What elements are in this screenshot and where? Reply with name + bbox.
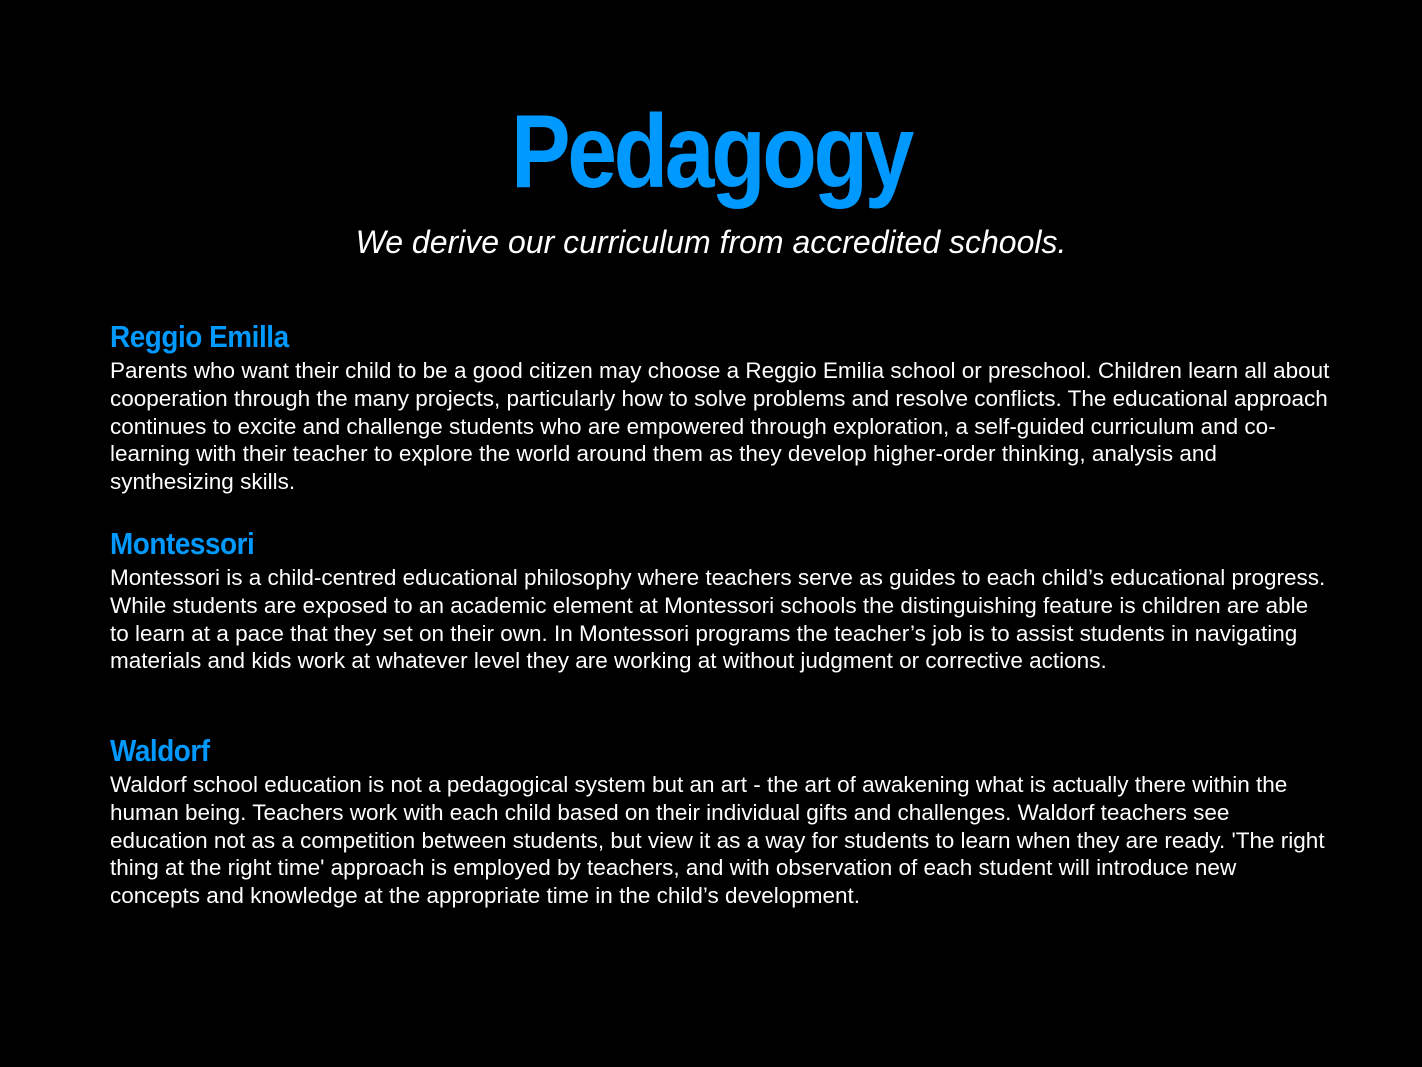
section-heading: Montessori xyxy=(110,526,255,561)
page-title: Pedagogy xyxy=(511,94,911,210)
section-heading: Waldorf xyxy=(110,733,210,768)
section-body: Waldorf school education is not a pedagogical system but an art - the art of awakening what is actually there within the human being. Teachers work with each child based on their individual gifts and challenges. Waldorf teachers see education not as a competition between students, but view it as a way for students to learn when they are ready. 'The right thing at the right time' approach is employed by teachers, and with observation of each student will introduce new concepts and knowledge at the appropriate time in the child’s development. xyxy=(110,772,1325,909)
section-body: Parents who want their child to be a good citizen may choose a Reggio Emilia school or preschool. Children learn all about cooperation through the many projects, particularly how to solve problems and resolve conflicts. The educational approach continues to excite and challenge students who are empowered through exploration, a self-guided curriculum and co-learning with their teacher to explore the world around them as they develop higher-order thinking, analysis and synthesizing skills. xyxy=(110,358,1330,495)
section-montessori xyxy=(110,525,1330,675)
section-reggio-emilia xyxy=(110,318,1330,496)
section-heading: Reggio Emilla xyxy=(110,319,289,354)
section-body: Montessori is a child-centred educational philosophy where teachers serve as guides to each child’s educational progress. While students are exposed to an academic element at Montessori schools the distinguishing feature is children are able to learn at a pace that they set on their own. In Montessori programs the teacher’s job is to assist students in navigating materials and kids work at whatever level they are working at without judgment or corrective actions. xyxy=(110,565,1326,674)
page-subtitle: We derive our curriculum from accredited schools. xyxy=(355,224,1067,260)
section-waldorf xyxy=(110,732,1330,910)
